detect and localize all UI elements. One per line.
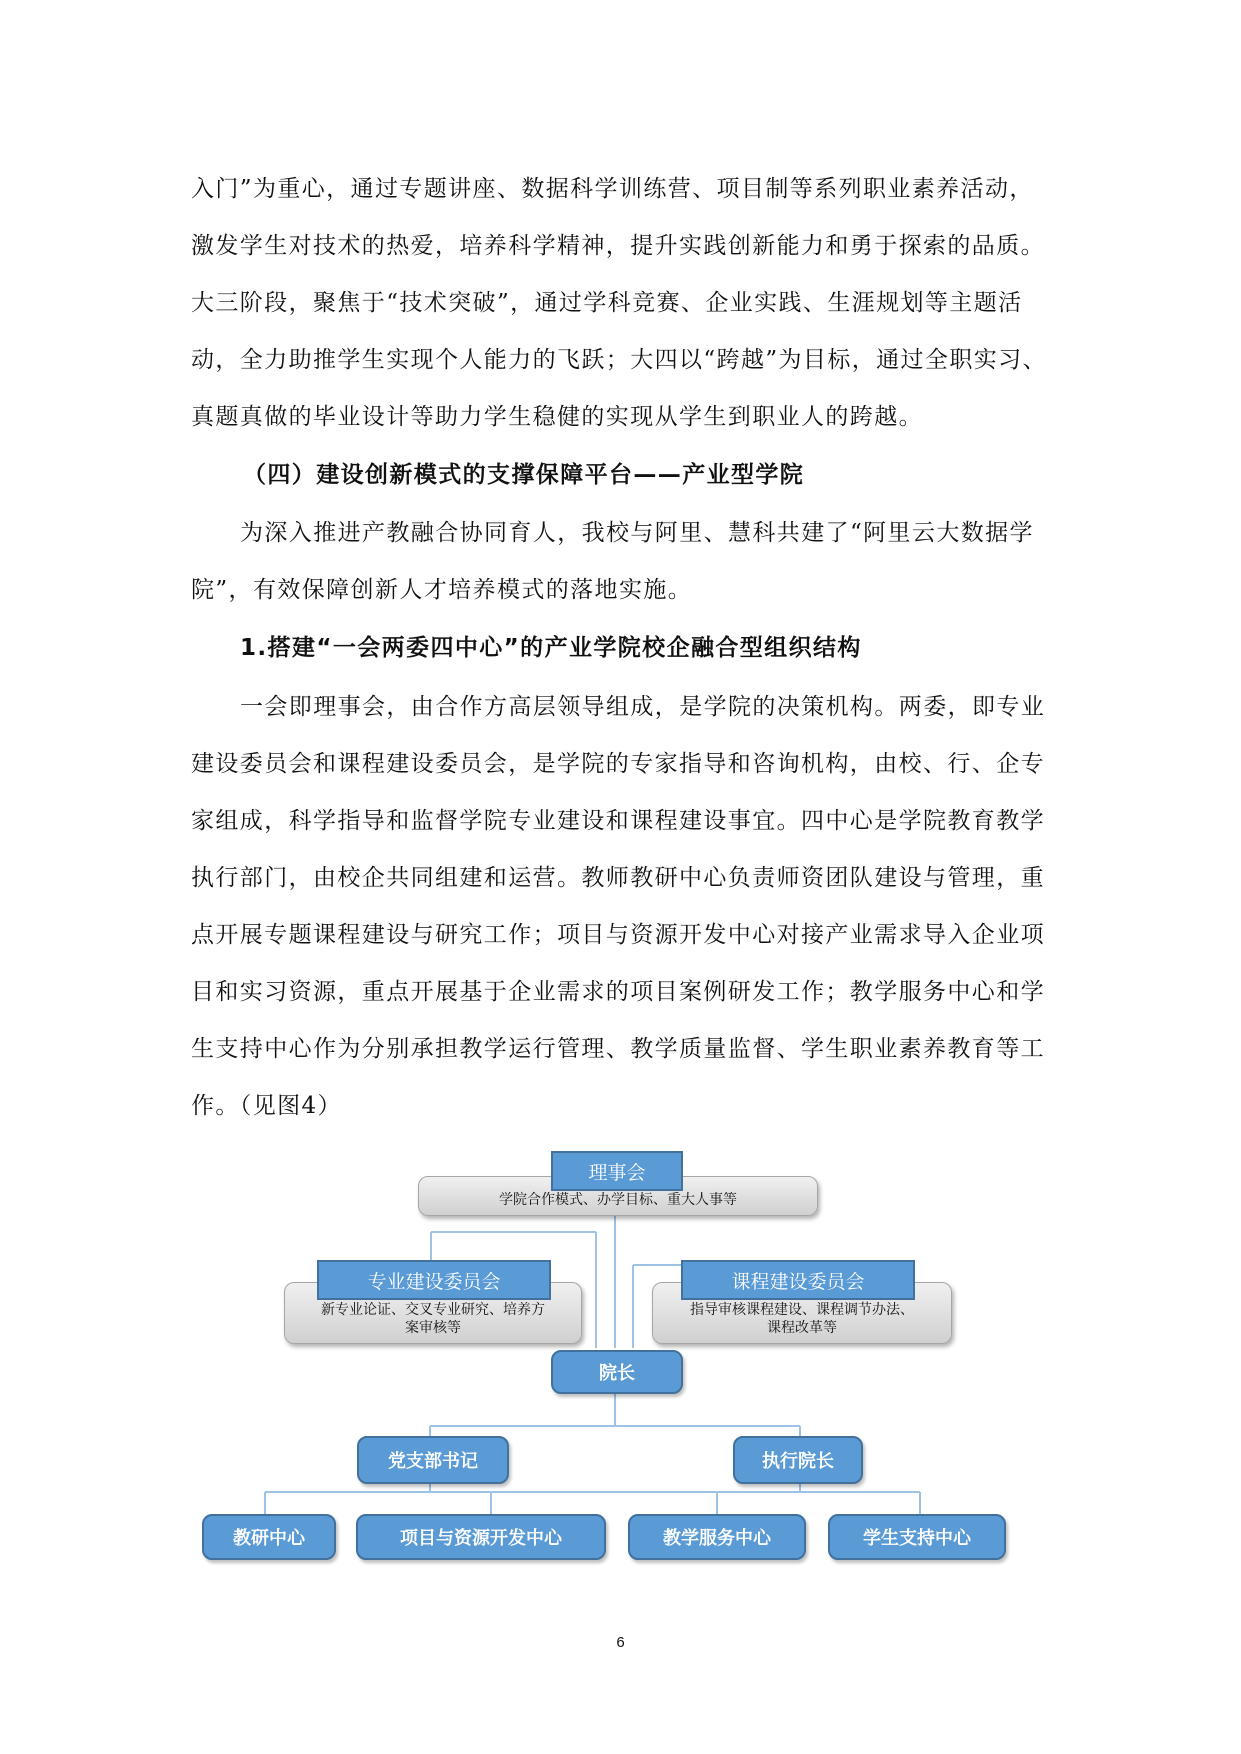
party-secretary-label: 党支部书记 (388, 1451, 478, 1472)
text-line: 入门”为重心，通过专题讲座、数据科学训练营、项目制等系列职业素养活动， (191, 176, 1034, 202)
subsection-heading: 1.搭建“一会两委四中心”的产业学院校企融合型组织结构 (240, 635, 862, 661)
dean-label: 院长 (599, 1363, 635, 1384)
major-committee-box (317, 1260, 551, 1300)
desc-line: 指导审核课程建设、课程调节办法、 (690, 1302, 914, 1318)
center-label: 教学服务中心 (663, 1528, 771, 1549)
text-line: 家组成，科学指导和监督学院专业建设和课程建设事宜。四中心是学院教育教学 (191, 808, 1045, 834)
party-secretary-box (357, 1436, 509, 1484)
course-committee-box (681, 1260, 915, 1300)
center-box-student-support (828, 1514, 1006, 1560)
executive-dean-box (733, 1436, 863, 1484)
text-line: 目和实习资源，重点开展基于企业需求的项目案例研发工作；教学服务中心和学 (191, 979, 1045, 1005)
text-line: 真题真做的毕业设计等助力学生稳健的实现从学生到职业人的跨越。 (191, 404, 923, 430)
text-line: 为深入推进产教融合协同育人，我校与阿里、慧科共建了“阿里云大数据学 (240, 520, 1034, 546)
text-line: 执行部门，由校企共同组建和运营。教师教研中心负责师资团队建设与管理，重 (191, 865, 1045, 891)
center-label: 教研中心 (233, 1528, 305, 1549)
text-line: 激发学生对技术的热爱，培养科学精神，提升实践创新能力和勇于探索的品质。 (191, 233, 1045, 259)
text-line: 点开展专题课程建设与研究工作；项目与资源开发中心对接产业需求导入企业项 (191, 922, 1045, 948)
text-line: 一会即理事会，由合作方高层领导组成，是学院的决策机构。两委，即专业 (240, 694, 1046, 720)
center-box-teaching-research (202, 1514, 336, 1560)
center-label: 学生支持中心 (863, 1528, 971, 1549)
council-title: 理事会 (588, 1161, 646, 1184)
executive-dean-label: 执行院长 (762, 1451, 834, 1472)
text-line: 院”，有效保障创新人才培养模式的落地实施。 (191, 577, 693, 603)
text-line: 大三阶段，聚焦于“技术突破”，通过学科竞赛、企业实践、生涯规划等主题活 (191, 290, 1023, 316)
text-line: 生支持中心作为分别承担教学运行管理、教学质量监督、学生职业素养教育等工 (191, 1036, 1045, 1062)
center-label: 项目与资源开发中心 (400, 1528, 562, 1549)
text-line: 动，全力助推学生实现个人能力的飞跃；大四以“跨越”为目标，通过全职实习、 (191, 347, 1047, 373)
dean-box (551, 1350, 683, 1394)
course-committee-title: 课程建设委员会 (731, 1270, 865, 1293)
center-box-project-resource (356, 1514, 606, 1560)
council-box (551, 1151, 683, 1191)
course-committee-desc-text (690, 1301, 914, 1337)
desc-line: 案审核等 (405, 1320, 461, 1336)
text-line: 作。（见图4） (191, 1093, 342, 1119)
major-committee-title: 专业建设委员会 (367, 1270, 501, 1293)
major-committee-desc-text (321, 1301, 545, 1337)
page-number: 6 (616, 1634, 625, 1651)
section-heading: （四）建设创新模式的支撑保障平台——产业型学院 (243, 462, 805, 488)
text-line: 建设委员会和课程建设委员会，是学院的专家指导和咨询机构，由校、行、企专 (191, 751, 1045, 777)
desc-line: 课程改革等 (767, 1320, 837, 1336)
center-box-teaching-service (628, 1514, 806, 1560)
council-desc-text: 学院合作模式、办学目标、重大人事等 (499, 1192, 737, 1208)
desc-line: 新专业论证、交叉专业研究、培养方 (321, 1302, 545, 1318)
